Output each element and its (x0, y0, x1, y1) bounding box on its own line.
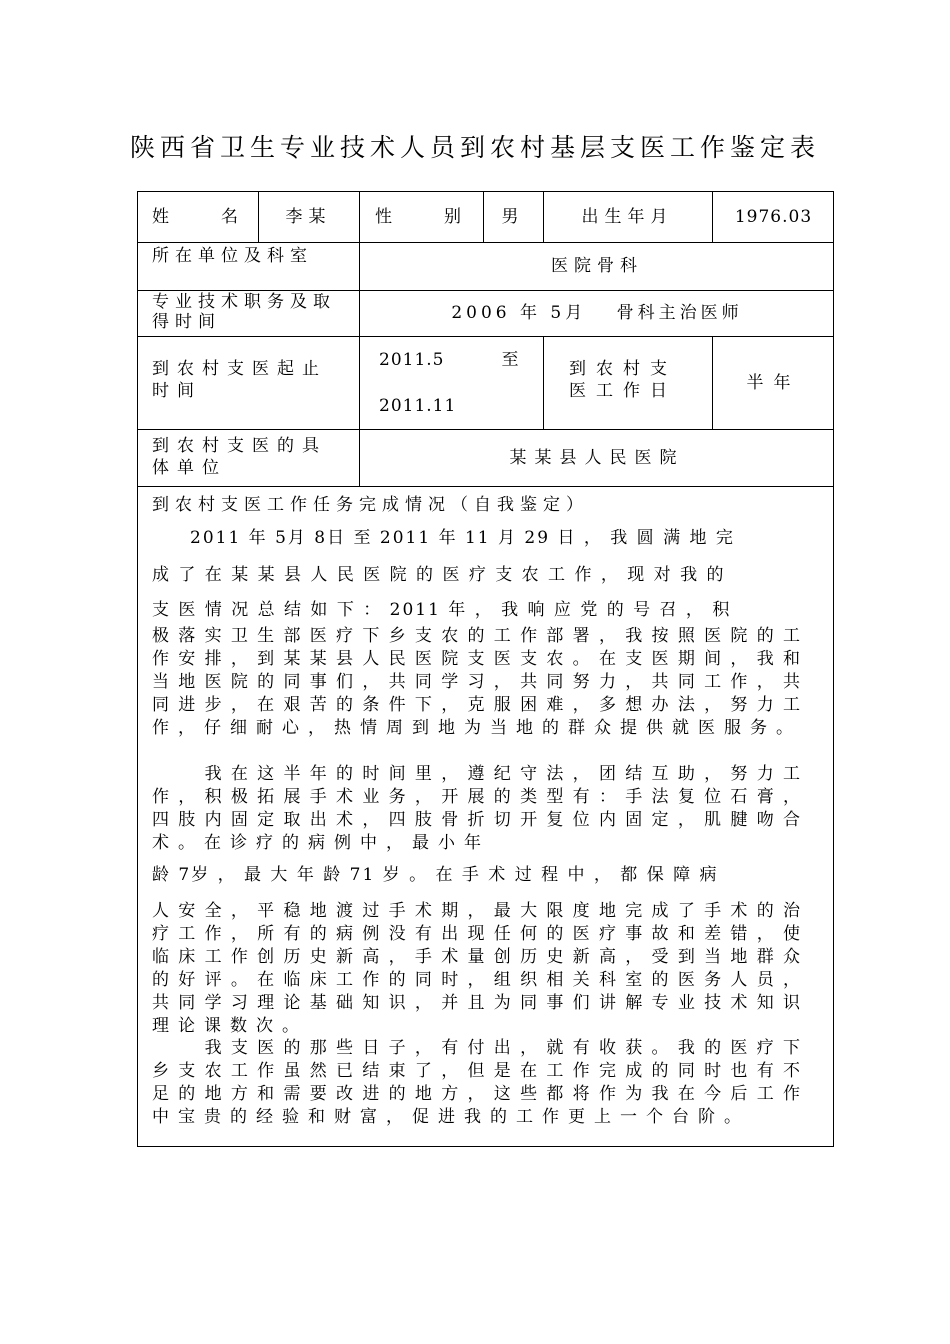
appraisal-line-1: 2011 年 5月 8日 至 2011 年 11 月 29 日 ， 我 圆 满 地 完 (152, 528, 735, 548)
unit-detail-label: 到农村支医的具体单位 (152, 436, 327, 478)
period-start: 2011.5 (379, 350, 445, 370)
appraisal-line-2: 成 了 在 某 某 县 人 民 医 院 的 医 疗 支 农 工 作 ， 现 对 我 的 (152, 565, 726, 585)
appraisal-paragraph-3: 人安全，平稳地渡过手术期，最大限度地完成了手术的治疗工作，所有的病例没有出现任何的医疗事故和差错，使临床工作创历史新高，手术量创历史新高，受到当地群众的好评。在临床工作的同时，组织相关科室的医务人员，共同学习理论基础知识，并且为同事们讲解专业技术知识理论课数次。 (152, 901, 809, 1036)
appraisal-paragraph-4: 我支医的那些日子，有付出，就有收获。我的医疗下乡支农工作虽然已结束了，但是在工作完成的同时也有不足的地方和需要改进的地方，这些都将作为我在今后工作中宝贵的经验和财富，促进我的工作更上一个台阶。 (152, 1038, 809, 1127)
row-divider (138, 486, 833, 487)
name-label: 姓 名 (152, 207, 244, 227)
appraisal-paragraph-1: 极落实卫生部医疗下乡支农的工作部署，我按照医院的工作安排，到某某县人民医院支医支农。在支医期间，我和当地医院的同事们，共同学习，共同努力，共同工作，共同进步，在艰苦的条件下，克服困难，多想办法，努力工作，仔细耐心，热情周到地为当地的群众提供就医服务。 (152, 626, 809, 738)
appraisal-line-3: 支 医 情 况 总 结 如 下 ： 2011 年 ， 我 响 应 党 的 号 召 ， 积 (152, 600, 732, 620)
birth-label: 出生年月 (581, 207, 674, 227)
unit-detail-value: 某某县人民医院 (509, 447, 685, 468)
appraisal-paragraph-2: 我在这半年的时间里，遵纪守法，团结互助，努力工作，积极拓展手术业务，开展的类型有：手法复位石膏，四肢内固定取出术，四肢骨折切开复位内固定，肌腱吻合术。在诊疗的病例中，最小年 (152, 764, 809, 853)
page-title: 陕西省卫生专业技术人员到农村基层支医工作鉴定表 (129, 133, 820, 162)
gender-label: 性 别 (375, 207, 467, 227)
birth-value: 1976.03 (734, 207, 813, 227)
period-end: 2011.11 (379, 396, 457, 416)
unit-value: 医院骨科 (551, 256, 643, 276)
period-to: 至 (501, 350, 525, 370)
workdays-value: 半年 (746, 372, 801, 393)
title-label: 专业技术职务及取得时间 (152, 292, 336, 332)
workdays-label: 到农村支医工作日 (569, 359, 677, 401)
period-label: 到农村支医起止时间 (152, 359, 327, 401)
appraisal-age-line: 龄 7岁 ， 最 大 年 龄 71 岁 。 在 手 术 过 程 中 ， 都 保 障 病 (152, 865, 719, 885)
gender-value: 男 (501, 207, 525, 227)
name-value: 李某 (285, 207, 332, 227)
title-value: 2006 年 5月 骨科主治医师 (451, 303, 743, 323)
unit-label: 所在单位及科室 (152, 246, 313, 266)
self-appraisal-heading: 到农村支医工作任务完成情况（自我鉴定） (152, 495, 589, 515)
appraisal-form-table (137, 191, 834, 1147)
